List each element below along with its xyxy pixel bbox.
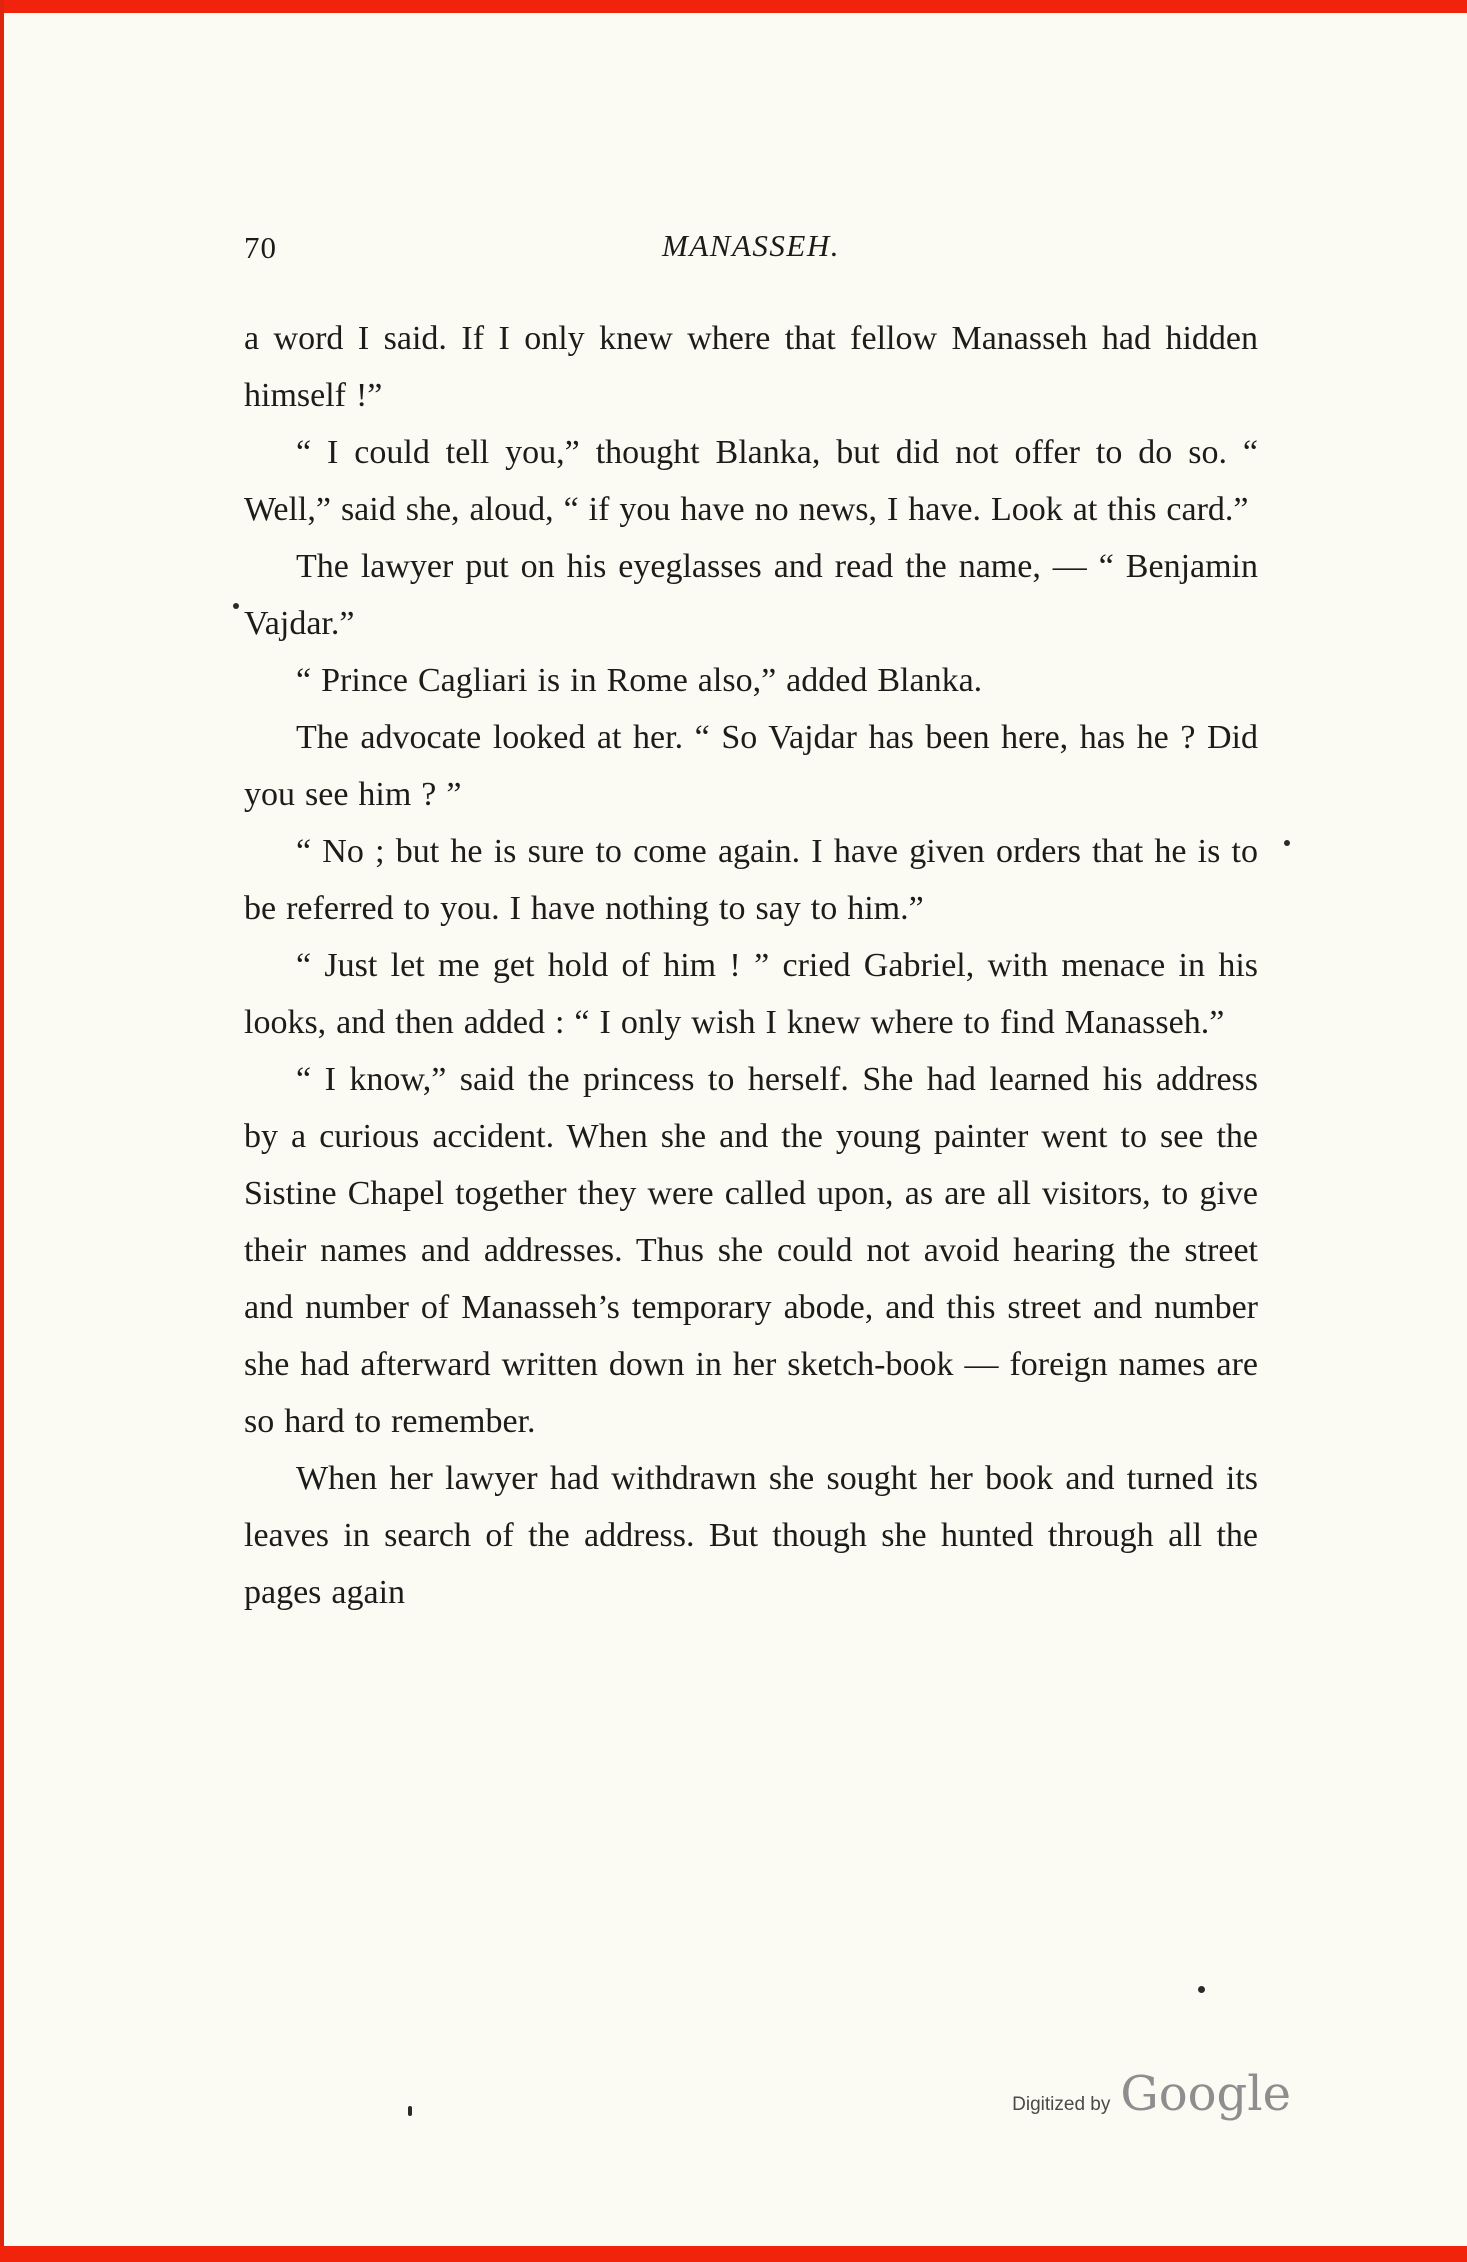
paragraph-7: “ Just let me get hold of him ! ” cried Gabriel, with menace in his looks, and then added : “ I only wish I knew where to find Manasseh.” bbox=[244, 947, 1258, 1041]
digitized-by-label: Digitized by bbox=[1012, 2094, 1111, 2115]
paragraph-5: The advocate looked at her. “ So Vajdar has been here, has he ? Did you see him ? ” bbox=[244, 719, 1258, 813]
scan-speck bbox=[1198, 1986, 1205, 1993]
scan-speck bbox=[233, 603, 239, 609]
scan-edge-bottom bbox=[0, 2246, 1467, 2262]
running-title: MANASSEH. bbox=[662, 228, 840, 263]
paragraph-2: “ I could tell you,” thought Blanka, but did not offer to do so. “ Well,” said she, aloud, “ if you have no news, I have. Look at this card.” bbox=[244, 434, 1258, 528]
scan-edge-top bbox=[0, 0, 1467, 13]
scan-edge-left bbox=[0, 0, 4, 2262]
google-logo: Google bbox=[1120, 2066, 1291, 2122]
paragraph-8: “ I know,” said the princess to herself. She had learned his address by a curious accident. When she and the young painter went to see the Sistine Chapel together they were called upon, as are all visitors, to give their names and addresses. Thus she could not avoid hearing the street and number of Manasseh’s temporary abode, and this street and number she had afterward written down in her sketch-book — foreign names are so hard to remember. bbox=[244, 1061, 1258, 1440]
scan-speck bbox=[1284, 840, 1290, 846]
paragraph-1: a word I said. If I only knew where that fellow Manasseh had hidden himself !” bbox=[244, 320, 1258, 414]
paragraph-9: When her lawyer had withdrawn she sought her book and turned its leaves in search of the address. But though she hunted through all the pages again bbox=[244, 1460, 1258, 1611]
paragraph-3: The lawyer put on his eyeglasses and read the name, — “ Benjamin Vajdar.” bbox=[244, 548, 1258, 642]
page-number: 70 bbox=[244, 230, 277, 265]
digitized-by-google bbox=[1012, 2066, 1291, 2122]
scan-speck bbox=[408, 2106, 412, 2116]
page-text bbox=[244, 310, 1258, 1621]
paragraph-4: “ Prince Cagliari is in Rome also,” added Blanka. bbox=[296, 662, 983, 699]
paragraph-6: “ No ; but he is sure to come again. I have given orders that he is to be referred to you. I have nothing to say to him.” bbox=[244, 833, 1258, 927]
page-header bbox=[244, 228, 1258, 274]
